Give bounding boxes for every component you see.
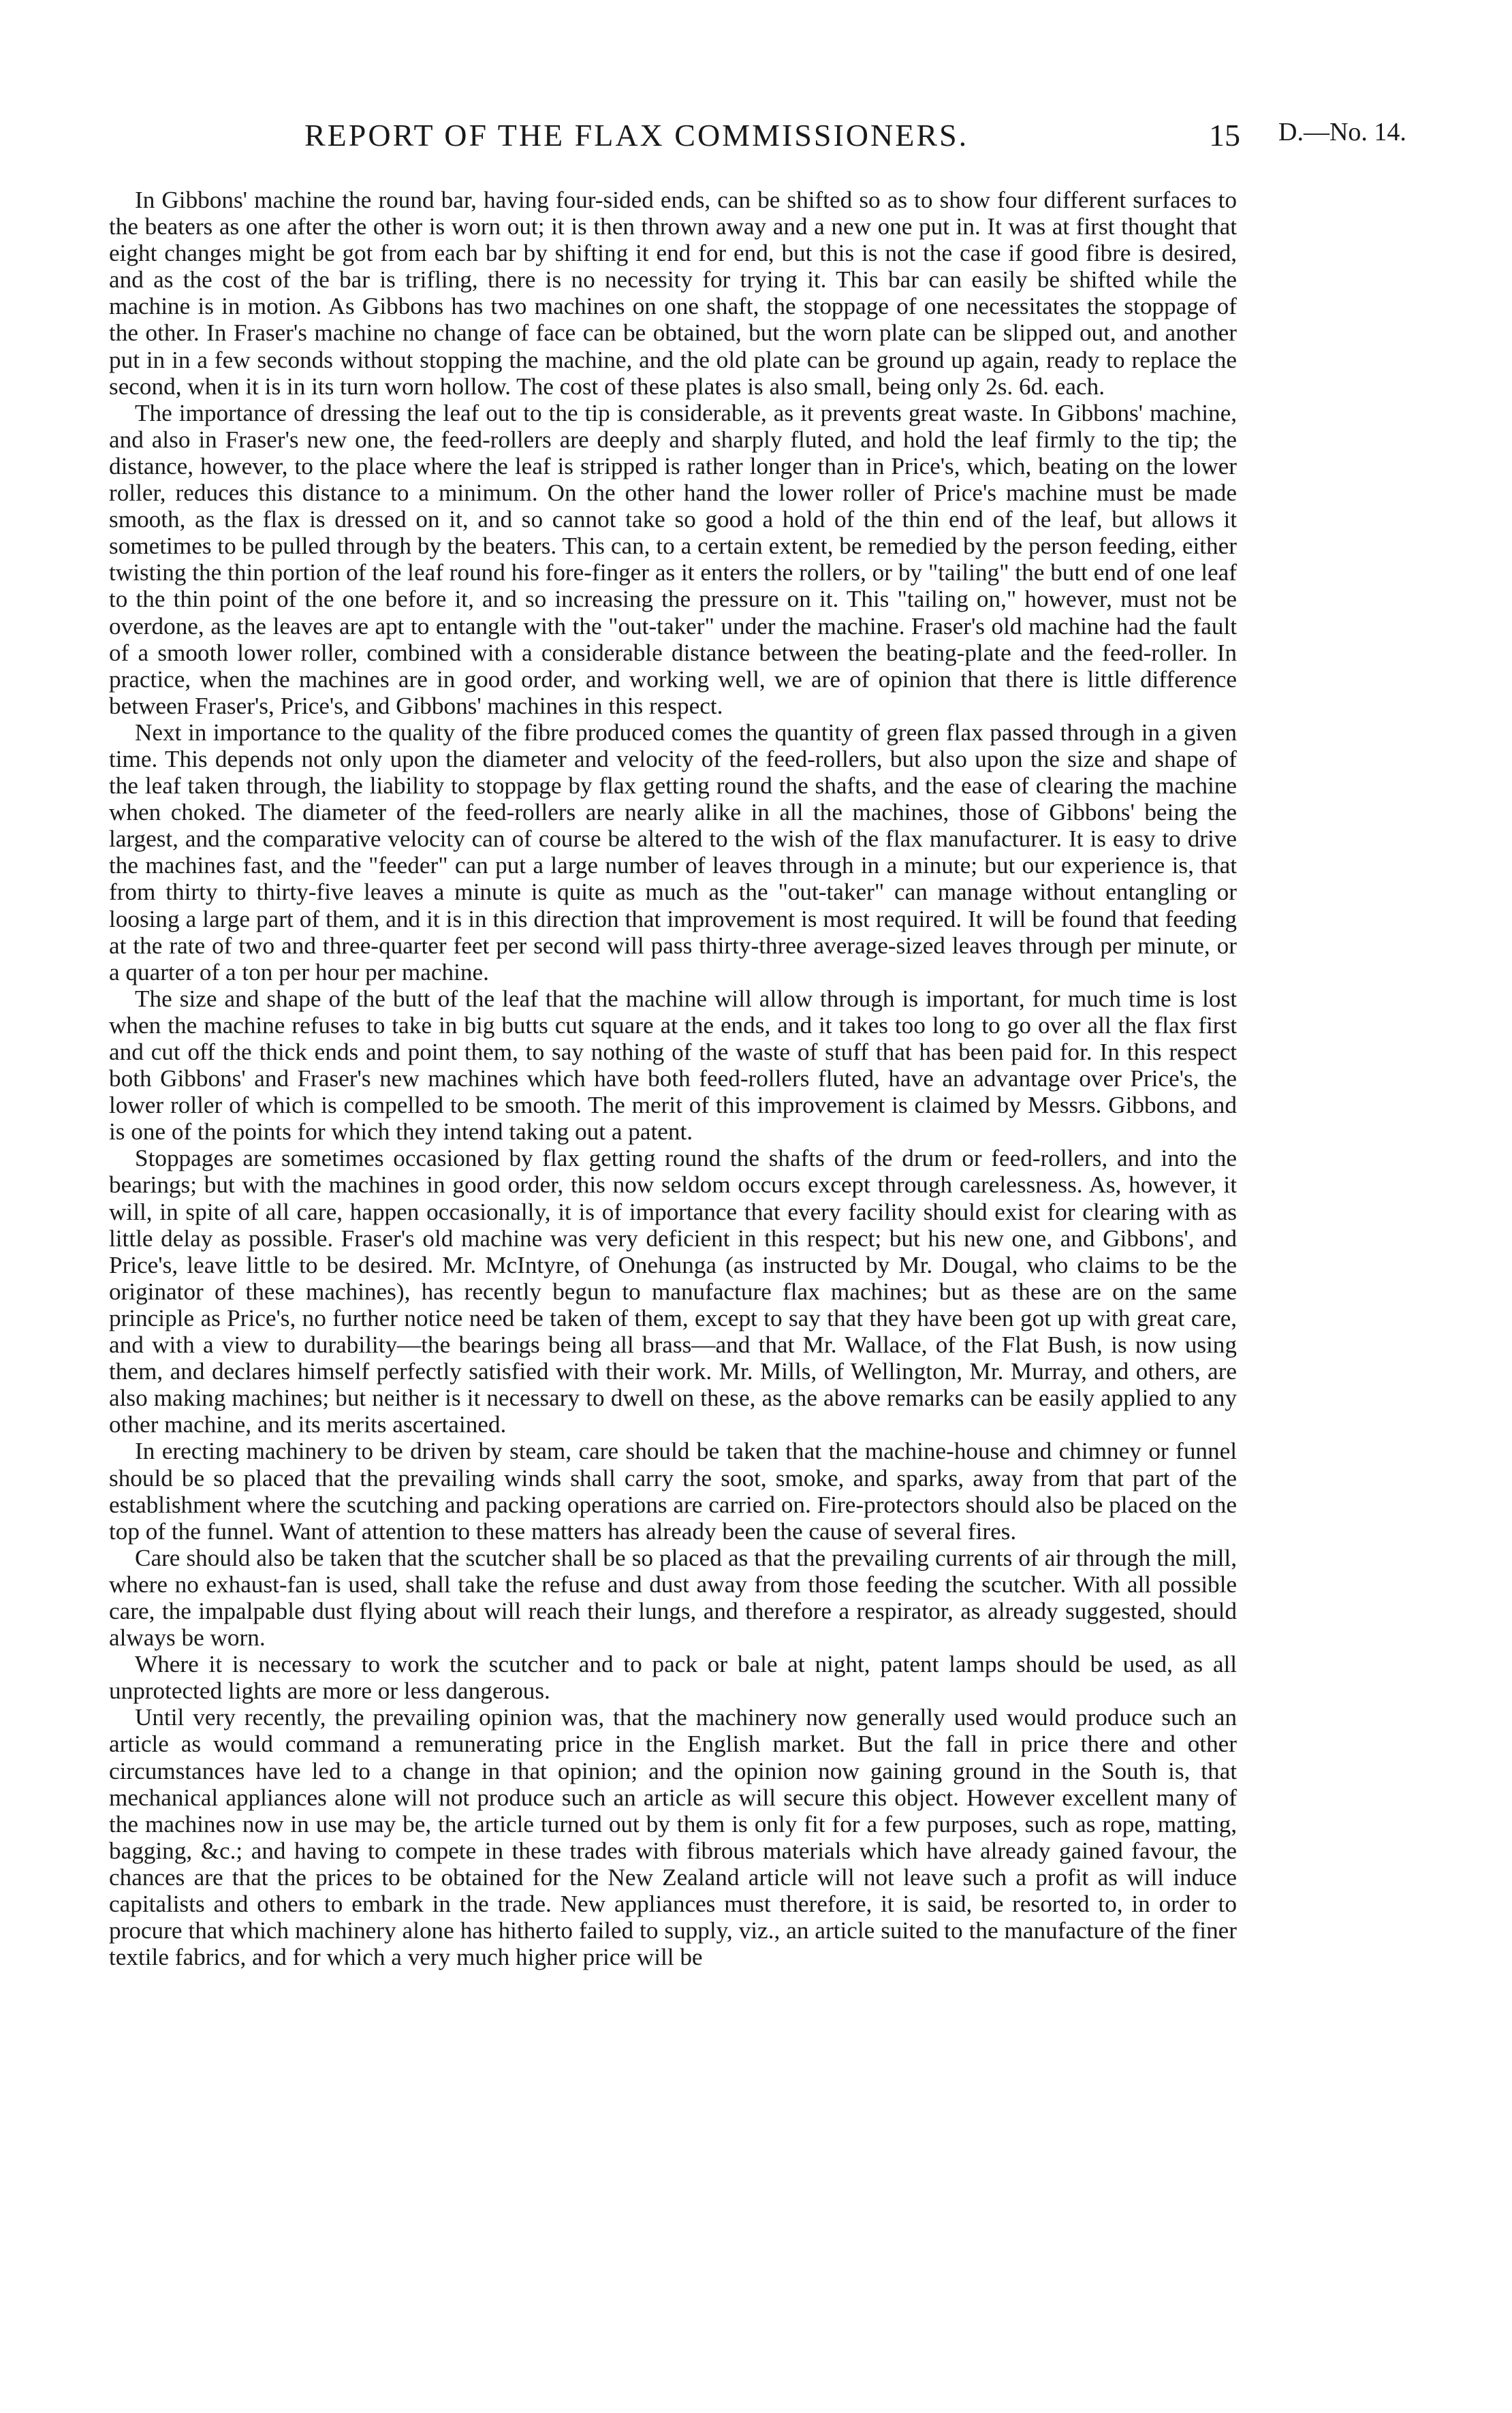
paragraph-scutcher-placement: Care should also be taken that the scutcher shall be so placed as that the prevailing currents of air through the mill, where no exhaust-fan is used, shall take the refuse and dust away from those feeding the scutcher. With all possible care, the impalpable dust flying about will reach their lungs, and therefore a respirator, as already suggested, should always be worn. bbox=[109, 1544, 1237, 1652]
page-number: 15 bbox=[1209, 118, 1240, 153]
report-body bbox=[109, 187, 1237, 1970]
running-head bbox=[109, 117, 1444, 158]
paragraph-dressing-leaf: The importance of dressing the leaf out to the tip is considerable, as it prevents great waste. In Gibbons' machine, and also in Fraser's new one, the feed-rollers are deeply and sharply fluted, and hold the leaf firmly to the tip; the distance, however, to the place where the leaf is stripped is rather longer than in Price's, which, beating on the lower roller, reduces this distance to a minimum. On the other hand the lower roller of Price's machine must be made smooth, as the flax is dressed on it, and so cannot take so good a hold of the thin end of the leaf, but allows it sometimes to be pulled through by the beaters. This can, to a certain extent, be remedied by the person feeding, either twisting the thin portion of the leaf round his fore-finger as it enters the rollers, or by "tailing" the butt end of one leaf to the thin point of the one before it, and so increasing the pressure on it. This "tailing on," however, must not be overdone, as the leaves are apt to entangle with the "out-taker" under the machine. Fraser's old machine had the fault of a smooth lower roller, combined with a considerable distance between the beating-plate and the feed-roller. In practice, when the machines are in good order, and working well, we are of opinion that there is little difference between Fraser's, Price's, and Gibbons' machines in this respect. bbox=[109, 399, 1237, 719]
paragraph-steam-machinery: In erecting machinery to be driven by steam, care should be taken that the machine-house and chimney or funnel should be so placed that the prevailing winds shall carry the soot, smoke, and sparks, away from that part of the establishment where the scutching and packing operations are carried on. Fire-protectors should also be placed on the top of the funnel. Want of attention to these matters has already been the cause of several fires. bbox=[109, 1438, 1237, 1545]
paragraph-gibbons-bar: In Gibbons' machine the round bar, having four-sided ends, can be shifted so as to show four different surfaces to the beaters as one after the other is worn out; it is then thrown away and a new one put in. It was at first thought that eight changes might be got from each bar by shifting it end for end, but this is not the case if good fibre is desired, and as the cost of the bar is trifling, there is no necessity for trying it. This bar can easily be shifted while the machine is in motion. As Gibbons has two machines on one shaft, the stoppage of one necessitates the stoppage of the other. In Fraser's machine no change of face can be obtained, but the worn plate can be slipped out, and another put in in a few seconds without stopping the machine, and the old plate can be ground up again, ready to replace the second, when it is in its turn worn hollow. The cost of these plates is also small, being only 2s. 6d. each. bbox=[109, 187, 1237, 400]
paragraph-night-work: Where it is necessary to work the scutcher and to pack or bale at night, patent lamps should be used, as all unprotected lights are more or less dangerous. bbox=[109, 1651, 1237, 1705]
paragraph-prevailing-opinion: Until very recently, the prevailing opinion was, that the machinery now generally used would produce such an article as would command a remunerating price in the English market. But the fall in price there and other circumstances have led to a change in that opinion; and the opinion now gaining ground in the South is, that mechanical appliances alone will not produce such an article as will secure this object. However excellent many of the machines now in use may be, the article turned out by them is only fit for a few purposes, such as rope, matting, bagging, &c.; and having to compete in these trades with fibrous materials which have already gained favour, the chances are that the prices to be obtained for the New Zealand article will not leave such a profit as will induce capitalists and others to embark in the trade. New appliances must therefore, it is said, be resorted to, in order to procure that which machinery alone has hitherto failed to supply, viz., an article suited to the manufacture of the finer textile fabrics, and for which a very much higher price will be bbox=[109, 1704, 1237, 1971]
running-title: REPORT OF THE FLAX COMMISSIONERS. bbox=[304, 118, 969, 153]
paragraph-stoppages: Stoppages are sometimes occasioned by flax getting round the shafts of the drum or feed-rollers, and into the bearings; but with the machines in good order, this now seldom occurs except through carelessness. As, however, it will, in spite of all care, happen occasionally, it is of importance that every facility should exist for clearing with as little delay as possible. Fraser's old machine was very deficient in this respect; but his new one, and Gibbons', and Price's, leave little to be desired. Mr. McIntyre, of Onehunga (as instructed by Mr. Dougal, who claims to be the originator of these machines), has recently begun to manufacture flax machines; but as these are on the same principle as Price's, no further notice need be taken of them, except to say that they have been got up with great care, and with a view to durability—the bearings being all brass—and that Mr. Wallace, of the Flat Bush, is now using them, and declares himself perfectly satisfied with their work. Mr. Mills, of Wellington, Mr. Murray, and others, are also making machines; but neither is it necessary to dwell on these, as the above remarks can be easily applied to any other machine, and its merits ascertained. bbox=[109, 1145, 1237, 1438]
document-reference: D.—No. 14. bbox=[1278, 118, 1406, 146]
paragraph-butt-size: The size and shape of the butt of the leaf that the machine will allow through is important, for much time is lost when the machine refuses to take in big butts cut square at the ends, and it takes too long to go over all the flax first and cut off the thick ends and point them, to say nothing of the waste of stuff that has been paid for. In this respect both Gibbons' and Fraser's new machines which have both feed-rollers fluted, have an advantage over Price's, the lower roller of which is compelled to be smooth. The merit of this improvement is claimed by Messrs. Gibbons, and is one of the points for which they intend taking out a patent. bbox=[109, 985, 1237, 1146]
paragraph-quantity-flax: Next in importance to the quality of the fibre produced comes the quantity of green flax passed through in a given time. This depends not only upon the diameter and velocity of the feed-rollers, but also upon the size and shape of the leaf taken through, the liability to stoppage by flax getting round the shafts, and the ease of clearing the machine when choked. The diameter of the feed-rollers are nearly alike in all the machines, those of Gibbons' being the largest, and the comparative velocity can of course be altered to the wish of the flax manufacturer. It is easy to drive the machines fast, and the "feeder" can put a large number of leaves through in a minute; but our experience is, that from thirty to thirty-five leaves a minute is quite as much as the "out-taker" can manage without entangling or loosing a large part of them, and it is in this direction that improvement is most required. It will be found that feeding at the rate of two and three-quarter feet per second will pass thirty-three average-sized leaves through per minute, or a quarter of a ton per hour per machine. bbox=[109, 719, 1237, 985]
